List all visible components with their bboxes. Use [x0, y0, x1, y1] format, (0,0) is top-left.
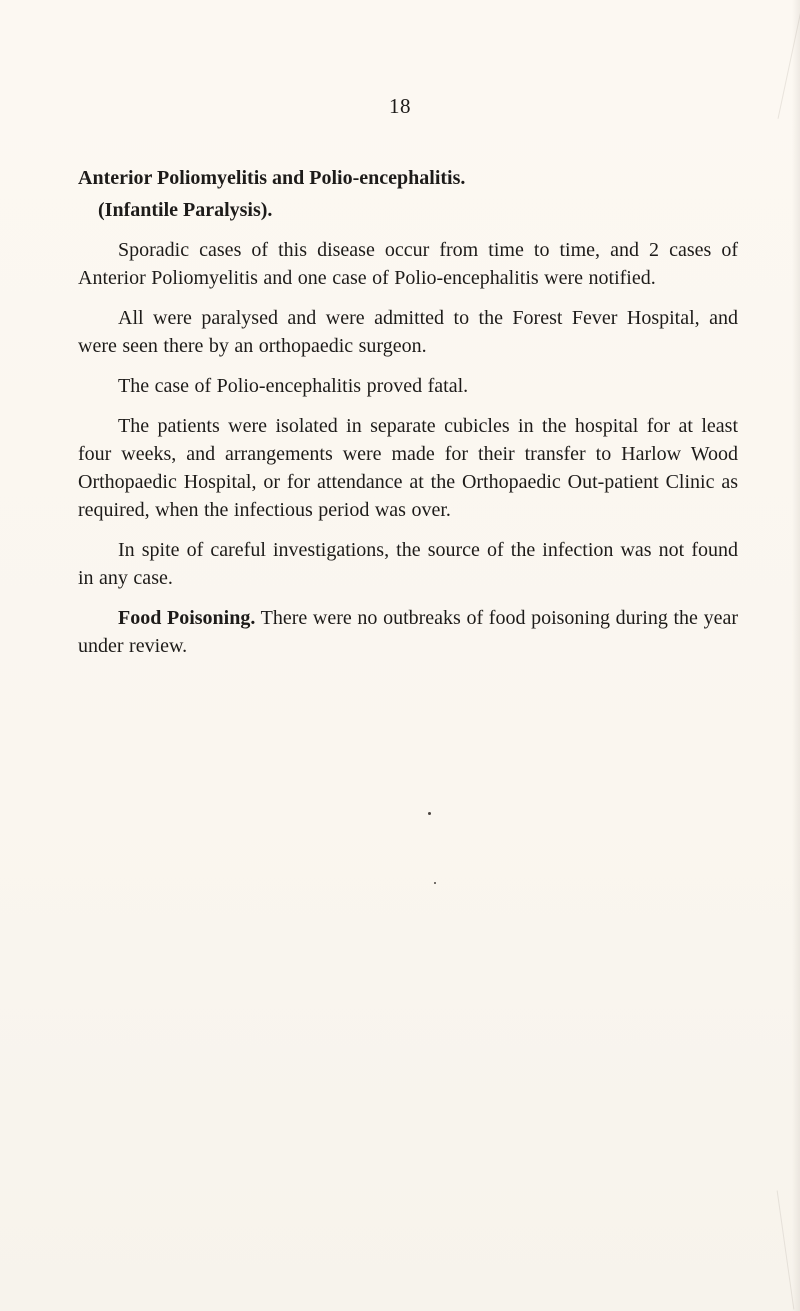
paragraph: In spite of careful investigations, the source of the infection was not found in any case. [78, 539, 738, 589]
paragraph: The case of Polio-encephalitis proved fatal. [118, 375, 469, 397]
food-poisoning-text: There were no outbreaks of food poisoning during the year under review. [78, 607, 738, 657]
paragraph: Sporadic cases of this disease occur from time to time, and 2 cases of Anterior Poliomyelitis and one case of Polio-encephalitis were notified. [78, 239, 738, 289]
document-body [78, 162, 738, 672]
paragraph: The patients were isolated in separate cubicles in the hospital for at least four weeks, and arrangements were made for their transfer to Harlow Wood Orthopaedic Hospital, or for attendance at the Orthopaedic Out-patient Clinic as required, when the infectious period was over. [78, 415, 738, 521]
paper-speck [428, 812, 431, 815]
paper-speck [434, 882, 436, 884]
food-poisoning-paragraph [78, 604, 738, 660]
page-number: 18 [389, 94, 411, 118]
food-poisoning-heading: Food Poisoning. [118, 607, 256, 629]
section-title: Anterior Poliomyelitis and Polio-encephalitis. [78, 167, 466, 189]
page-edge-shadow [792, 0, 800, 1311]
section-subtitle: (Infantile Paralysis). [98, 199, 273, 221]
paragraph: All were paralysed and were admitted to the Forest Fever Hospital, and were seen there by an orthopaedic surgeon. [78, 307, 738, 357]
